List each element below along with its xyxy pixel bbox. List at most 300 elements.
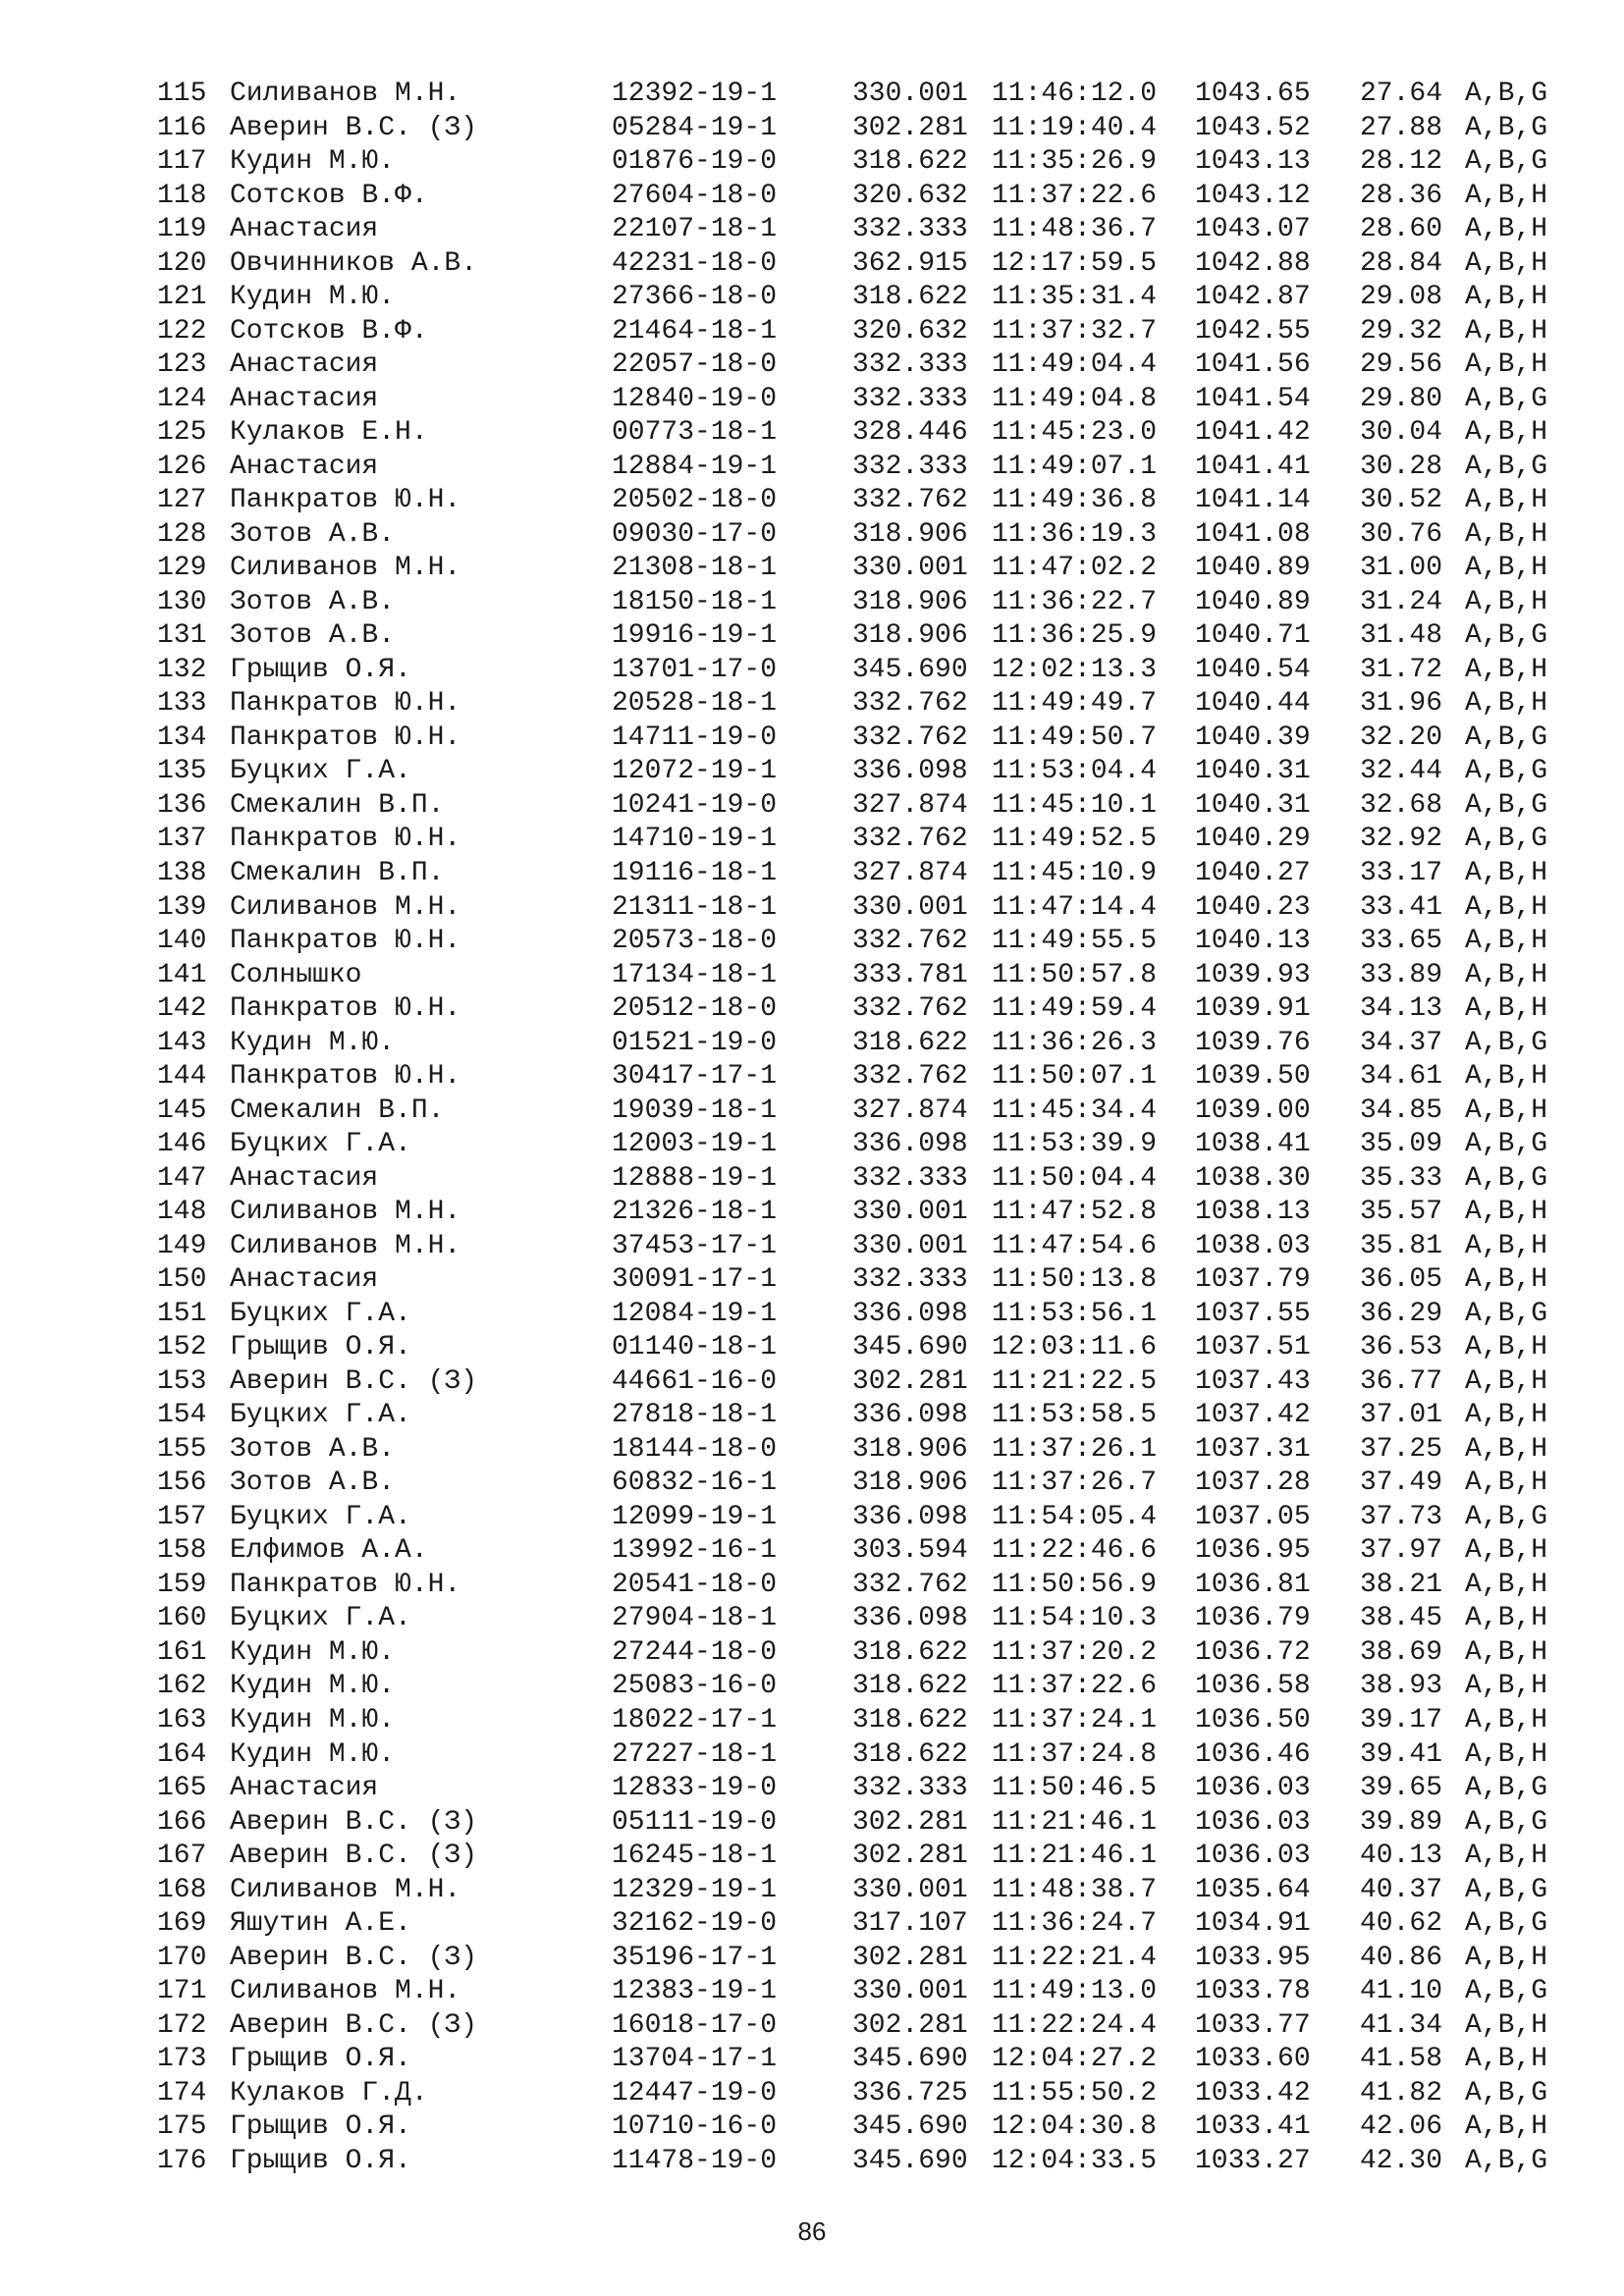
arrival-time-cell: 11:49:07.1	[992, 451, 1158, 482]
speed-cell: 1035.64	[1195, 1874, 1311, 1905]
distance-cell: 318.906	[852, 586, 968, 617]
classes-cell: A,B,H	[1465, 315, 1548, 347]
table-row	[0, 1331, 1624, 1364]
speed-cell: 1043.13	[1195, 146, 1311, 177]
place-cell: 167	[157, 1841, 207, 1871]
table-row	[0, 1230, 1624, 1263]
classes-cell: A,B,H	[1465, 349, 1548, 381]
fancier-cell: Панкратов Ю.Н.	[230, 926, 461, 956]
table-row	[0, 1704, 1624, 1737]
arrival-time-cell: 11:45:34.4	[992, 1095, 1158, 1126]
fancier-cell: Анастасия	[230, 1264, 379, 1296]
arrival-time-cell: 11:50:57.8	[992, 959, 1158, 990]
arrival-time-cell: 11:36:24.7	[992, 1908, 1158, 1940]
distance-cell: 302.281	[852, 112, 968, 143]
distance-cell: 336.098	[852, 1603, 968, 1634]
place-cell: 172	[157, 2009, 207, 2041]
fancier-cell: Грыщив О.Я.	[230, 2145, 411, 2176]
coefficient-cell: 34.13	[1360, 993, 1443, 1024]
fancier-cell: Грыщив О.Я.	[230, 654, 411, 685]
coefficient-cell: 40.86	[1360, 1942, 1443, 1973]
ring-number-cell: 21326-18-1	[612, 1197, 778, 1228]
fancier-cell: Кудин М.Ю.	[230, 1705, 396, 1735]
speed-cell: 1037.31	[1195, 1433, 1311, 1465]
speed-cell: 1041.56	[1195, 349, 1311, 381]
fancier-cell: Аверин В.С. (З)	[230, 1942, 478, 1973]
table-row	[0, 1975, 1624, 2008]
arrival-time-cell: 11:49:04.4	[992, 349, 1158, 381]
fancier-cell: Аверин В.С. (З)	[230, 1806, 478, 1838]
arrival-time-cell: 11:35:26.9	[992, 146, 1158, 177]
table-row	[0, 1738, 1624, 1772]
speed-cell: 1040.31	[1195, 756, 1311, 787]
coefficient-cell: 42.06	[1360, 2111, 1443, 2143]
distance-cell: 345.690	[852, 2044, 968, 2075]
ring-number-cell: 32162-19-0	[612, 1908, 778, 1940]
distance-cell: 332.762	[852, 721, 968, 753]
place-cell: 128	[157, 518, 207, 550]
distance-cell: 302.281	[852, 1942, 968, 1973]
speed-cell: 1040.89	[1195, 586, 1311, 617]
coefficient-cell: 32.68	[1360, 789, 1443, 821]
classes-cell: A,B,G	[1465, 721, 1548, 753]
ring-number-cell: 27904-18-1	[612, 1603, 778, 1634]
place-cell: 140	[157, 926, 207, 956]
distance-cell: 330.001	[852, 1197, 968, 1228]
coefficient-cell: 35.57	[1360, 1197, 1443, 1228]
arrival-time-cell: 11:22:21.4	[992, 1942, 1158, 1973]
speed-cell: 1033.27	[1195, 2145, 1311, 2176]
coefficient-cell: 27.64	[1360, 79, 1443, 109]
ring-number-cell: 18150-18-1	[612, 586, 778, 617]
ring-number-cell: 12329-19-1	[612, 1874, 778, 1905]
distance-cell: 327.874	[852, 789, 968, 821]
table-row	[0, 687, 1624, 721]
place-cell: 148	[157, 1197, 207, 1228]
place-cell: 137	[157, 824, 207, 855]
ring-number-cell: 21464-18-1	[612, 315, 778, 347]
ring-number-cell: 05284-19-1	[612, 112, 778, 143]
ring-number-cell: 12884-19-1	[612, 451, 778, 482]
coefficient-cell: 35.33	[1360, 1162, 1443, 1194]
arrival-time-cell: 12:04:27.2	[992, 2044, 1158, 2075]
place-cell: 115	[157, 79, 207, 109]
table-row	[0, 721, 1624, 755]
table-row	[0, 1027, 1624, 1060]
table-row	[0, 1298, 1624, 1331]
fancier-cell: Грыщив О.Я.	[230, 2111, 411, 2143]
arrival-time-cell: 11:50:46.5	[992, 1773, 1158, 1803]
classes-cell: A,B,H	[1465, 518, 1548, 550]
fancier-cell: Силиванов М.Н.	[230, 1976, 461, 2007]
place-cell: 159	[157, 1569, 207, 1600]
classes-cell: A,B,H	[1465, 2009, 1548, 2041]
speed-cell: 1037.28	[1195, 1468, 1311, 1499]
place-cell: 125	[157, 417, 207, 449]
ring-number-cell: 27227-18-1	[612, 1738, 778, 1770]
table-row	[0, 315, 1624, 348]
place-cell: 163	[157, 1705, 207, 1735]
arrival-time-cell: 12:03:11.6	[992, 1332, 1158, 1363]
fancier-cell: Силиванов М.Н.	[230, 553, 461, 584]
classes-cell: A,B,H	[1465, 1400, 1548, 1431]
place-cell: 152	[157, 1332, 207, 1363]
distance-cell: 318.906	[852, 620, 968, 652]
classes-cell: A,B,G	[1465, 1298, 1548, 1329]
table-row	[0, 348, 1624, 382]
speed-cell: 1041.41	[1195, 451, 1311, 482]
distance-cell: 332.333	[852, 1264, 968, 1296]
arrival-time-cell: 11:21:46.1	[992, 1806, 1158, 1838]
distance-cell: 318.622	[852, 1636, 968, 1668]
place-cell: 129	[157, 553, 207, 584]
distance-cell: 318.906	[852, 1468, 968, 1499]
coefficient-cell: 30.28	[1360, 451, 1443, 482]
speed-cell: 1043.07	[1195, 214, 1311, 245]
classes-cell: A,B,H	[1465, 1535, 1548, 1567]
coefficient-cell: 39.41	[1360, 1738, 1443, 1770]
distance-cell: 330.001	[852, 553, 968, 584]
place-cell: 171	[157, 1976, 207, 2007]
coefficient-cell: 28.84	[1360, 247, 1443, 279]
table-row	[0, 1196, 1624, 1229]
speed-cell: 1040.89	[1195, 553, 1311, 584]
ring-number-cell: 14710-19-1	[612, 824, 778, 855]
place-cell: 168	[157, 1874, 207, 1905]
ring-number-cell: 11478-19-0	[612, 2145, 778, 2176]
fancier-cell: Кулаков Е.Н.	[230, 417, 428, 449]
coefficient-cell: 30.04	[1360, 417, 1443, 449]
place-cell: 116	[157, 112, 207, 143]
arrival-time-cell: 12:02:13.3	[992, 654, 1158, 685]
speed-cell: 1043.12	[1195, 180, 1311, 211]
ring-number-cell: 12383-19-1	[612, 1976, 778, 2007]
table-row	[0, 2110, 1624, 2144]
speed-cell: 1033.95	[1195, 1942, 1311, 1973]
place-cell: 161	[157, 1636, 207, 1668]
distance-cell: 332.762	[852, 926, 968, 956]
table-row	[0, 1636, 1624, 1670]
ring-number-cell: 12392-19-1	[612, 79, 778, 109]
ring-number-cell: 16018-17-0	[612, 2009, 778, 2041]
table-row	[0, 1569, 1624, 1602]
fancier-cell: Кудин М.Ю.	[230, 1671, 396, 1702]
ring-number-cell: 19916-19-1	[612, 620, 778, 652]
arrival-time-cell: 11:21:46.1	[992, 1841, 1158, 1871]
table-row	[0, 1670, 1624, 1703]
classes-cell: A,B,H	[1465, 654, 1548, 685]
distance-cell: 327.874	[852, 858, 968, 888]
table-row	[0, 1602, 1624, 1635]
speed-cell: 1036.72	[1195, 1636, 1311, 1668]
coefficient-cell: 42.30	[1360, 2145, 1443, 2176]
classes-cell: A,B,H	[1465, 926, 1548, 956]
speed-cell: 1040.54	[1195, 654, 1311, 685]
distance-cell: 332.762	[852, 688, 968, 720]
place-cell: 139	[157, 891, 207, 923]
arrival-time-cell: 11:53:04.4	[992, 756, 1158, 787]
arrival-time-cell: 11:36:22.7	[992, 586, 1158, 617]
classes-cell: A,B,H	[1465, 1636, 1548, 1668]
speed-cell: 1039.00	[1195, 1095, 1311, 1126]
distance-cell: 332.762	[852, 993, 968, 1024]
speed-cell: 1041.14	[1195, 485, 1311, 516]
classes-cell: A,B,H	[1465, 993, 1548, 1024]
table-row	[0, 451, 1624, 484]
arrival-time-cell: 11:36:25.9	[992, 620, 1158, 652]
table-row	[0, 959, 1624, 992]
classes-cell: A,B,H	[1465, 214, 1548, 245]
arrival-time-cell: 11:36:19.3	[992, 518, 1158, 550]
fancier-cell: Анастасия	[230, 451, 379, 482]
ring-number-cell: 12840-19-0	[612, 383, 778, 414]
classes-cell: A,B,H	[1465, 485, 1548, 516]
ring-number-cell: 20502-18-0	[612, 485, 778, 516]
classes-cell: A,B,H	[1465, 1468, 1548, 1499]
classes-cell: A,B,H	[1465, 1671, 1548, 1702]
distance-cell: 332.333	[852, 383, 968, 414]
place-cell: 154	[157, 1400, 207, 1431]
fancier-cell: Зотов А.В.	[230, 1433, 396, 1465]
place-cell: 145	[157, 1095, 207, 1126]
place-cell: 170	[157, 1942, 207, 1973]
place-cell: 121	[157, 282, 207, 313]
place-cell: 131	[157, 620, 207, 652]
place-cell: 150	[157, 1264, 207, 1296]
place-cell: 175	[157, 2111, 207, 2143]
distance-cell: 362.915	[852, 247, 968, 279]
speed-cell: 1033.42	[1195, 2077, 1311, 2109]
table-row	[0, 925, 1624, 958]
fancier-cell: Зотов А.В.	[230, 586, 396, 617]
classes-cell: A,B,G	[1465, 620, 1548, 652]
ring-number-cell: 60832-16-1	[612, 1468, 778, 1499]
arrival-time-cell: 11:49:59.4	[992, 993, 1158, 1024]
place-cell: 141	[157, 959, 207, 990]
distance-cell: 327.874	[852, 1095, 968, 1126]
classes-cell: A,B,G	[1465, 2077, 1548, 2109]
arrival-time-cell: 11:53:39.9	[992, 1129, 1158, 1160]
ring-number-cell: 13704-17-1	[612, 2044, 778, 2075]
place-cell: 151	[157, 1298, 207, 1329]
coefficient-cell: 35.09	[1360, 1129, 1443, 1160]
table-row	[0, 654, 1624, 687]
table-row	[0, 383, 1624, 416]
table-row	[0, 1501, 1624, 1534]
speed-cell: 1038.41	[1195, 1129, 1311, 1160]
distance-cell: 317.107	[852, 1908, 968, 1940]
speed-cell: 1036.81	[1195, 1569, 1311, 1600]
fancier-cell: Буцких Г.А.	[230, 1603, 411, 1634]
classes-cell: A,B,H	[1465, 586, 1548, 617]
coefficient-cell: 27.88	[1360, 112, 1443, 143]
speed-cell: 1042.88	[1195, 247, 1311, 279]
arrival-time-cell: 11:49:50.7	[992, 721, 1158, 753]
table-row	[0, 78, 1624, 111]
place-cell: 176	[157, 2145, 207, 2176]
ring-number-cell: 20573-18-0	[612, 926, 778, 956]
arrival-time-cell: 11:22:24.4	[992, 2009, 1158, 2041]
arrival-time-cell: 11:45:10.1	[992, 789, 1158, 821]
classes-cell: A,B,H	[1465, 1738, 1548, 1770]
coefficient-cell: 39.17	[1360, 1705, 1443, 1735]
classes-cell: A,B,H	[1465, 858, 1548, 888]
distance-cell: 332.333	[852, 1773, 968, 1803]
speed-cell: 1036.03	[1195, 1841, 1311, 1871]
place-cell: 165	[157, 1773, 207, 1803]
fancier-cell: Панкратов Ю.Н.	[230, 721, 461, 753]
coefficient-cell: 37.49	[1360, 1468, 1443, 1499]
arrival-time-cell: 11:19:40.4	[992, 112, 1158, 143]
fancier-cell: Кудин М.Ю.	[230, 146, 396, 177]
distance-cell: 345.690	[852, 2145, 968, 2176]
distance-cell: 302.281	[852, 1806, 968, 1838]
fancier-cell: Смекалин В.П.	[230, 789, 445, 821]
ring-number-cell: 10710-16-0	[612, 2111, 778, 2143]
coefficient-cell: 40.37	[1360, 1874, 1443, 1905]
place-cell: 149	[157, 1230, 207, 1261]
table-row	[0, 586, 1624, 619]
fancier-cell: Буцких Г.А.	[230, 1298, 411, 1329]
coefficient-cell: 40.62	[1360, 1908, 1443, 1940]
speed-cell: 1039.76	[1195, 1027, 1311, 1058]
arrival-time-cell: 11:36:26.3	[992, 1027, 1158, 1058]
coefficient-cell: 31.00	[1360, 553, 1443, 584]
speed-cell: 1036.03	[1195, 1773, 1311, 1803]
coefficient-cell: 37.97	[1360, 1535, 1443, 1567]
fancier-cell: Смекалин В.П.	[230, 858, 445, 888]
table-row	[0, 891, 1624, 925]
distance-cell: 332.333	[852, 349, 968, 381]
table-row	[0, 1095, 1624, 1128]
arrival-time-cell: 11:37:24.8	[992, 1738, 1158, 1770]
classes-cell: A,B,H	[1465, 553, 1548, 584]
fancier-cell: Грыщив О.Я.	[230, 2044, 411, 2075]
classes-cell: A,B,H	[1465, 688, 1548, 720]
fancier-cell: Панкратов Ю.Н.	[230, 485, 461, 516]
fancier-cell: Смекалин В.П.	[230, 1095, 445, 1126]
ring-number-cell: 12084-19-1	[612, 1298, 778, 1329]
arrival-time-cell: 11:53:56.1	[992, 1298, 1158, 1329]
fancier-cell: Силиванов М.Н.	[230, 1197, 461, 1228]
arrival-time-cell: 11:49:13.0	[992, 1976, 1158, 2007]
page-number: 86	[797, 2216, 827, 2246]
place-cell: 119	[157, 214, 207, 245]
ring-number-cell: 19039-18-1	[612, 1095, 778, 1126]
place-cell: 123	[157, 349, 207, 381]
coefficient-cell: 30.52	[1360, 485, 1443, 516]
place-cell: 134	[157, 721, 207, 753]
place-cell: 122	[157, 315, 207, 347]
distance-cell: 302.281	[852, 1841, 968, 1871]
classes-cell: A,B,H	[1465, 1197, 1548, 1228]
fancier-cell: Панкратов Ю.Н.	[230, 993, 461, 1024]
speed-cell: 1040.27	[1195, 858, 1311, 888]
distance-cell: 318.906	[852, 1433, 968, 1465]
ring-number-cell: 30091-17-1	[612, 1264, 778, 1296]
fancier-cell: Анастасия	[230, 214, 379, 245]
fancier-cell: Панкратов Ю.Н.	[230, 1061, 461, 1093]
ring-number-cell: 21308-18-1	[612, 553, 778, 584]
distance-cell: 345.690	[852, 654, 968, 685]
fancier-cell: Кудин М.Ю.	[230, 1027, 396, 1058]
arrival-time-cell: 12:04:33.5	[992, 2145, 1158, 2176]
distance-cell: 345.690	[852, 1332, 968, 1363]
classes-cell: A,B,G	[1465, 79, 1548, 109]
table-row	[0, 1874, 1624, 1907]
classes-cell: A,B,G	[1465, 756, 1548, 787]
place-cell: 173	[157, 2044, 207, 2075]
classes-cell: A,B,G	[1465, 1027, 1548, 1058]
table-row	[0, 1942, 1624, 1975]
arrival-time-cell: 11:37:20.2	[992, 1636, 1158, 1668]
place-cell: 135	[157, 756, 207, 787]
arrival-time-cell: 11:37:22.6	[992, 1671, 1158, 1702]
arrival-time-cell: 11:37:22.6	[992, 180, 1158, 211]
classes-cell: A,B,G	[1465, 2145, 1548, 2176]
ring-number-cell: 12099-19-1	[612, 1501, 778, 1532]
ring-number-cell: 27366-18-0	[612, 282, 778, 313]
arrival-time-cell: 11:45:23.0	[992, 417, 1158, 449]
speed-cell: 1037.55	[1195, 1298, 1311, 1329]
fancier-cell: Анастасия	[230, 383, 379, 414]
place-cell: 136	[157, 789, 207, 821]
coefficient-cell: 38.45	[1360, 1603, 1443, 1634]
coefficient-cell: 29.08	[1360, 282, 1443, 313]
coefficient-cell: 32.20	[1360, 721, 1443, 753]
distance-cell: 345.690	[852, 2111, 968, 2143]
table-row	[0, 518, 1624, 552]
speed-cell: 1039.50	[1195, 1061, 1311, 1093]
classes-cell: A,B,G	[1465, 1806, 1548, 1838]
fancier-cell: Сотсков В.Ф.	[230, 315, 428, 347]
distance-cell: 336.098	[852, 1298, 968, 1329]
table-row	[0, 1399, 1624, 1432]
arrival-time-cell: 11:49:36.8	[992, 485, 1158, 516]
distance-cell: 318.622	[852, 1738, 968, 1770]
coefficient-cell: 38.21	[1360, 1569, 1443, 1600]
place-cell: 146	[157, 1129, 207, 1160]
classes-cell: A,B,H	[1465, 417, 1548, 449]
place-cell: 157	[157, 1501, 207, 1532]
speed-cell: 1037.05	[1195, 1501, 1311, 1532]
distance-cell: 318.622	[852, 1027, 968, 1058]
table-row	[0, 112, 1624, 145]
arrival-time-cell: 11:48:36.7	[992, 214, 1158, 245]
coefficient-cell: 31.96	[1360, 688, 1443, 720]
distance-cell: 336.098	[852, 756, 968, 787]
table-row	[0, 484, 1624, 517]
table-row	[0, 1772, 1624, 1805]
distance-cell: 332.333	[852, 451, 968, 482]
distance-cell: 318.622	[852, 282, 968, 313]
distance-cell: 336.098	[852, 1501, 968, 1532]
speed-cell: 1033.77	[1195, 2009, 1311, 2041]
place-cell: 118	[157, 180, 207, 211]
speed-cell: 1043.52	[1195, 112, 1311, 143]
coefficient-cell: 33.41	[1360, 891, 1443, 923]
ring-number-cell: 18022-17-1	[612, 1705, 778, 1735]
coefficient-cell: 40.13	[1360, 1841, 1443, 1871]
arrival-time-cell: 11:47:02.2	[992, 553, 1158, 584]
ring-number-cell: 27818-18-1	[612, 1400, 778, 1431]
arrival-time-cell: 11:47:52.8	[992, 1197, 1158, 1228]
classes-cell: A,B,H	[1465, 1841, 1548, 1871]
fancier-cell: Анастасия	[230, 1162, 379, 1194]
classes-cell: A,B,H	[1465, 1433, 1548, 1465]
classes-cell: A,B,G	[1465, 1129, 1548, 1160]
fancier-cell: Елфимов А.А.	[230, 1535, 428, 1567]
